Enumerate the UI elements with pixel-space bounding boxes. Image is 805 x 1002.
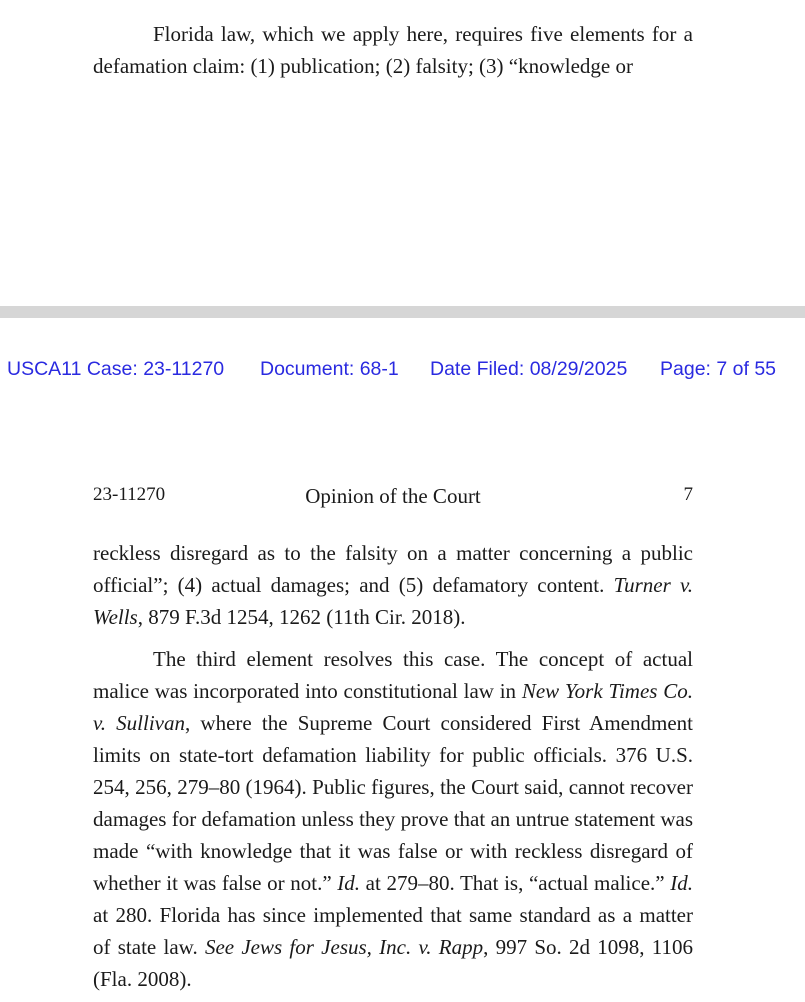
stamp-case-link[interactable]: USCA11 Case: 23-11270	[7, 358, 225, 380]
running-header	[93, 484, 693, 510]
p2-s5: , 997 So. 2d 1098, 1106 (Fla. 2008).	[93, 935, 694, 991]
header-case-number: 23-11270	[93, 484, 166, 505]
paragraph-2	[93, 643, 693, 995]
stamp-date-filed-link[interactable]: Date Filed: 08/29/2025	[430, 358, 628, 380]
p2-id-1: Id.	[337, 871, 361, 895]
opinion-body	[93, 537, 693, 995]
p2-s3: at 279–80. That is, “actual malice.”	[360, 871, 671, 895]
p1-text-b: , 879 F.3d 1254, 1262 (11th Cir. 2018).	[137, 605, 466, 629]
p1-text-a: reckless disregard as to the falsity on a matter concerning a public official”; (4) actual damages; and (5) defamatory content.	[93, 541, 693, 597]
p2-s4: at 280. Florida has since implemented that same standard as a matter of state law.	[93, 903, 693, 959]
p2-case-rapp: See Jews for Jesus, Inc. v. Rapp	[204, 935, 484, 959]
previous-page-bottom	[0, 0, 805, 306]
stamp-document-link[interactable]: Document: 68-1	[260, 358, 399, 380]
p2-case-sullivan: New York Times Co. v. Sullivan	[93, 679, 693, 735]
court-filing-stamp	[0, 358, 805, 388]
p1-case-citation: Turner v. Wells	[93, 573, 693, 629]
p2-s2: , where the Supreme Court considered First Amendment limits on state-tort defamation liability for public officials. 376 U.S. 254, 256, 279–80 (1964). Public figures, the Court said, cannot recover damages for defamation unless they prove that an untrue statement was made “with knowledge that it was false or with reckless disregard of whether it was false or not.”	[93, 711, 693, 895]
p2-s1: The third element resolves this case. The concept of actual malice was incorporated into constitutional law in	[93, 647, 693, 703]
paragraph-1	[93, 537, 693, 633]
top-paragraph-text: Florida law, which we apply here, requires five elements for a defamation claim: (1) publication; (2) falsity; (3) “knowledge or	[93, 22, 693, 78]
top-paragraph	[93, 18, 693, 82]
page-separator	[0, 306, 805, 318]
header-title: Opinion of the Court	[305, 484, 481, 508]
p2-id-2: Id.	[670, 871, 693, 895]
header-page-number: 7	[683, 484, 693, 505]
stamp-page-link[interactable]: Page: 7 of 55	[660, 358, 777, 380]
